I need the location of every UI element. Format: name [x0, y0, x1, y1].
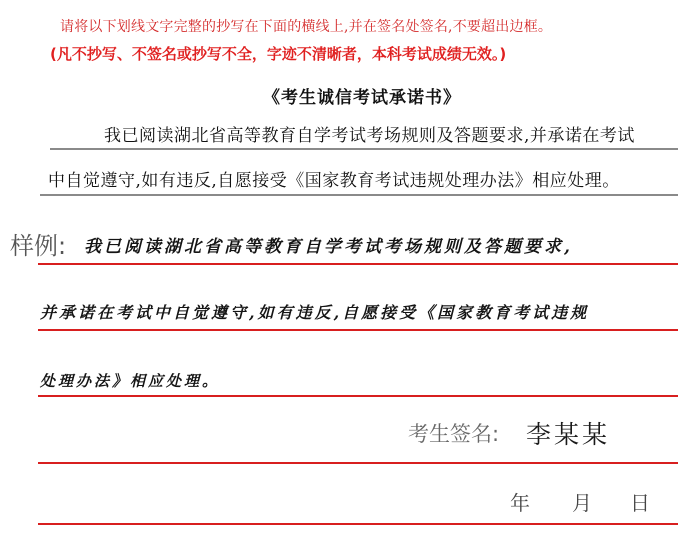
signature-name: 李某某 [526, 420, 611, 449]
date-year: 年 [510, 491, 530, 515]
pledge-line-1: 我已阅读湖北省高等教育自学考试考场规则及答题要求,并承诺在考试 [104, 126, 635, 146]
pledge-underline-2 [40, 194, 678, 196]
instruction-line-2: (凡不抄写、不签名或抄写不全，字迹不清晰者，本科考试成绩无效。) [50, 45, 507, 63]
sample-writing-line-1 [38, 263, 678, 265]
sample-writing-line-2 [38, 329, 678, 331]
signature-label: 考生签名: [408, 422, 500, 446]
document-title: 《考生诚信考试承诺书》 [263, 88, 461, 108]
pledge-line-2: 中自觉遵守,如有违反,自愿接受《国家教育考试违规处理办法》相应处理。 [48, 171, 620, 191]
date-line [38, 523, 678, 525]
date-day: 日 [630, 491, 650, 515]
sample-writing-line-3 [38, 395, 678, 397]
sample-handwriting-line-1: 我已阅读湖北省高等教育自学考试考场规则及答题要求, [84, 237, 573, 257]
signature-line [38, 462, 678, 464]
instruction-line-1: 请将以下划线文字完整的抄写在下面的横线上,并在签名处签名,不要超出边框。 [60, 19, 553, 35]
pledge-underline-1 [50, 148, 678, 150]
sample-label: 样例: [10, 232, 67, 260]
sample-handwriting-line-3: 处理办法》相应处理。 [40, 372, 221, 390]
sample-handwriting-line-2: 并承诺在考试中自觉遵守,如有违反,自愿接受《国家教育考试违规 [40, 303, 590, 322]
date-month: 月 [572, 491, 592, 515]
